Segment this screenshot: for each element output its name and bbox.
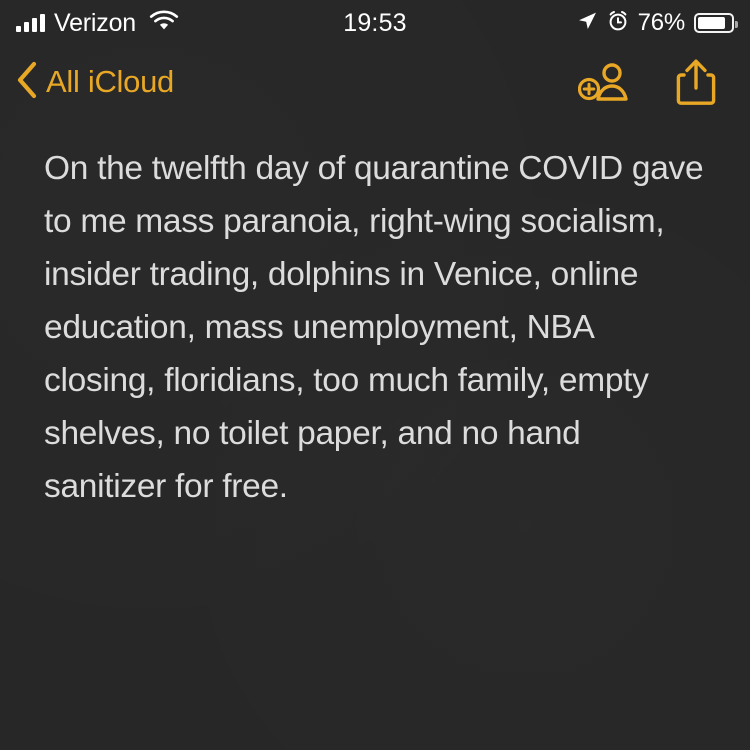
cellular-signal-icon [16, 14, 45, 32]
wifi-icon [149, 10, 179, 37]
navigation-bar [0, 46, 750, 118]
status-bar-right [576, 9, 734, 37]
share-icon[interactable] [674, 57, 718, 107]
battery-percent-label: 76% [637, 9, 685, 36]
status-bar-clock: 19:53 [343, 8, 407, 37]
navigation-actions [578, 57, 734, 107]
back-button[interactable] [14, 60, 174, 105]
location-arrow-icon [576, 10, 598, 37]
note-text[interactable]: On the twelfth day of quarantine COVID gave to me mass paranoia, right-wing socialism, insider trading, dolphins in Venice, online education, mass unemployment, NBA closing, floridians, too much family, empty shelves, no toilet paper, and no hand sanitizer for free. [44, 150, 713, 505]
battery-icon [694, 13, 734, 33]
carrier-label: Verizon [54, 8, 136, 37]
alarm-clock-icon [607, 10, 629, 37]
note-content-area[interactable] [0, 118, 750, 513]
back-button-label: All iCloud [46, 64, 174, 99]
add-collaborator-icon[interactable] [578, 59, 634, 105]
status-bar-left [16, 9, 179, 38]
chevron-left-icon [14, 60, 40, 105]
status-bar [0, 0, 750, 46]
